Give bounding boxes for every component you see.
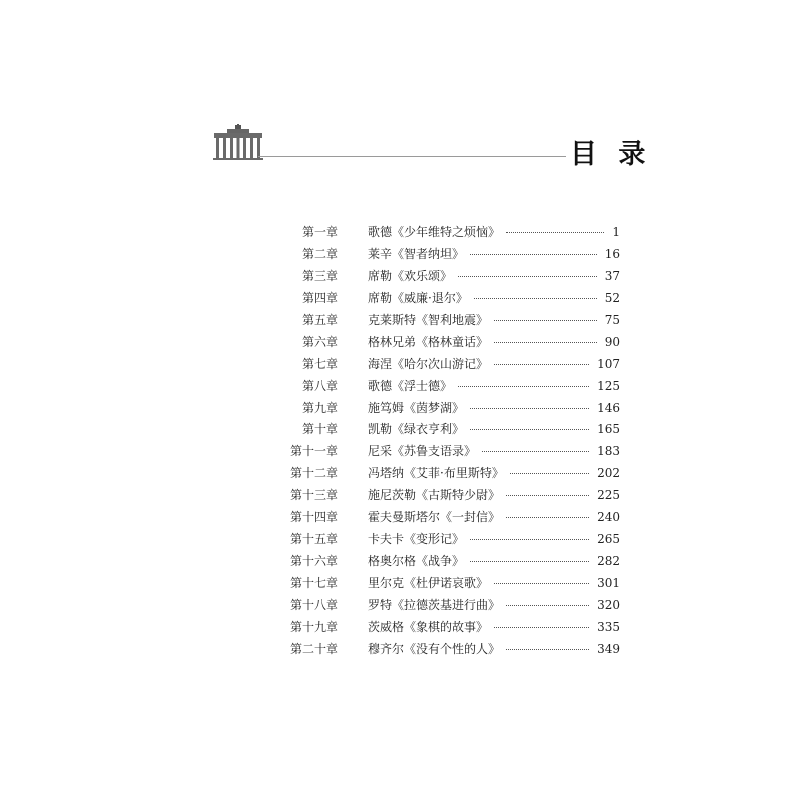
page-number: 107 [597, 356, 620, 371]
toc-entry[interactable] [280, 550, 620, 572]
toc-entry[interactable] [280, 506, 620, 528]
dot-leader [470, 254, 597, 255]
page-number: 265 [597, 532, 620, 547]
toc-entry[interactable] [280, 638, 620, 660]
chapter-title: 里尔克《杜伊诺哀歌》 [368, 576, 489, 590]
page-number: 202 [597, 466, 620, 481]
page-number: 349 [597, 641, 620, 656]
dot-leader [506, 232, 604, 233]
chapter-title: 施笃姆《茵梦湖》 [368, 400, 465, 415]
toc-entry[interactable] [280, 287, 620, 309]
chapter-title: 歌德《少年维特之烦恼》 [368, 225, 501, 239]
toc-entry[interactable] [280, 418, 620, 440]
chapter-number: 第十九章 [289, 619, 338, 634]
toc-entry[interactable] [280, 484, 620, 506]
brandenburg-gate-icon [213, 124, 263, 160]
chapter-number: 第二十章 [289, 641, 338, 656]
dot-leader [494, 342, 597, 343]
header-rule [258, 156, 566, 157]
page-number: 52 [604, 290, 620, 305]
page-number: 320 [597, 597, 620, 612]
toc-entry[interactable] [280, 528, 620, 550]
chapter-number: 第八章 [301, 378, 338, 393]
dot-leader [458, 386, 589, 387]
dot-leader [470, 408, 589, 409]
chapter-number: 第十五章 [289, 532, 338, 547]
toc-entry[interactable] [280, 331, 620, 353]
dot-leader [470, 539, 589, 540]
toc-entry[interactable] [280, 462, 620, 484]
chapter-number: 第九章 [301, 400, 338, 415]
chapter-title: 穆齐尔《没有个性的人》 [368, 641, 501, 656]
page-number: 75 [604, 312, 620, 327]
page-number: 240 [597, 510, 620, 525]
chapter-title: 冯塔纳《艾菲·布里斯特》 [368, 466, 504, 481]
page-number: 1 [612, 225, 620, 239]
chapter-title: 凯勒《绿衣亨利》 [368, 422, 465, 437]
chapter-title: 莱辛《智者纳坦》 [368, 246, 465, 261]
chapter-number: 第二章 [301, 246, 338, 261]
toc-entry[interactable] [280, 594, 620, 616]
toc-entry[interactable] [280, 353, 620, 375]
toc-entry[interactable] [280, 375, 620, 397]
chapter-title: 茨威格《象棋的故事》 [368, 619, 489, 634]
dot-leader [458, 276, 597, 277]
dot-leader [506, 495, 589, 496]
chapter-number: 第一章 [301, 225, 338, 239]
chapter-title: 格奥尔格《战争》 [368, 554, 465, 569]
dot-leader [494, 364, 589, 365]
dot-leader [506, 649, 589, 650]
chapter-title: 罗特《拉德茨基进行曲》 [368, 597, 501, 612]
page-number: 125 [597, 378, 620, 393]
chapter-number: 第六章 [301, 334, 338, 349]
page-number: 225 [597, 488, 620, 503]
chapter-title: 卡夫卡《变形记》 [368, 532, 465, 547]
chapter-number: 第五章 [301, 312, 338, 327]
page-number: 335 [597, 619, 620, 634]
page-number: 16 [604, 246, 620, 261]
dot-leader [506, 517, 589, 518]
chapter-number: 第十七章 [289, 576, 338, 590]
page-number: 282 [597, 554, 620, 569]
table-of-contents [280, 221, 620, 660]
chapter-number: 第十章 [301, 422, 338, 437]
page-number: 37 [604, 268, 620, 283]
chapter-number: 第七章 [301, 356, 338, 371]
page-number: 165 [597, 422, 620, 437]
chapter-title: 格林兄弟《格林童话》 [368, 334, 489, 349]
chapter-title: 海涅《哈尔次山游记》 [368, 356, 489, 371]
chapter-number: 第十二章 [289, 466, 338, 481]
page-number: 183 [597, 444, 620, 459]
toc-entry[interactable] [280, 221, 620, 243]
toc-entry[interactable] [280, 440, 620, 462]
dot-leader [494, 627, 589, 628]
page-number: 146 [597, 400, 620, 415]
chapter-number: 第十八章 [289, 597, 338, 612]
dot-leader [510, 473, 589, 474]
dot-leader [470, 561, 589, 562]
dot-leader [470, 429, 589, 430]
chapter-title: 席勒《威廉·退尔》 [368, 290, 468, 305]
dot-leader [494, 320, 597, 321]
chapter-number: 第四章 [301, 290, 338, 305]
chapter-title: 霍夫曼斯塔尔《一封信》 [368, 510, 501, 525]
chapter-title: 歌德《浮士德》 [368, 378, 453, 393]
toc-entry[interactable] [280, 309, 620, 331]
chapter-title: 尼采《苏鲁支语录》 [368, 444, 477, 459]
dot-leader [474, 298, 597, 299]
toc-entry[interactable] [280, 397, 620, 419]
chapter-number: 第三章 [301, 268, 338, 283]
toc-entry[interactable] [280, 572, 620, 594]
chapter-number: 第十一章 [289, 444, 338, 459]
dot-leader [482, 451, 589, 452]
chapter-number: 第十四章 [289, 510, 338, 525]
chapter-title: 施尼茨勒《古斯特少尉》 [368, 488, 501, 503]
toc-entry[interactable] [280, 265, 620, 287]
toc-entry[interactable] [280, 616, 620, 638]
dot-leader [506, 605, 589, 606]
chapter-title: 克莱斯特《智利地震》 [368, 312, 489, 327]
toc-entry[interactable] [280, 243, 620, 265]
page-number: 301 [597, 576, 620, 590]
page-number: 90 [604, 334, 620, 349]
chapter-title: 席勒《欢乐颂》 [368, 268, 453, 283]
page-title: 目 录 [570, 139, 652, 170]
dot-leader [494, 583, 589, 584]
chapter-number: 第十六章 [289, 554, 338, 569]
chapter-number: 第十三章 [289, 488, 338, 503]
